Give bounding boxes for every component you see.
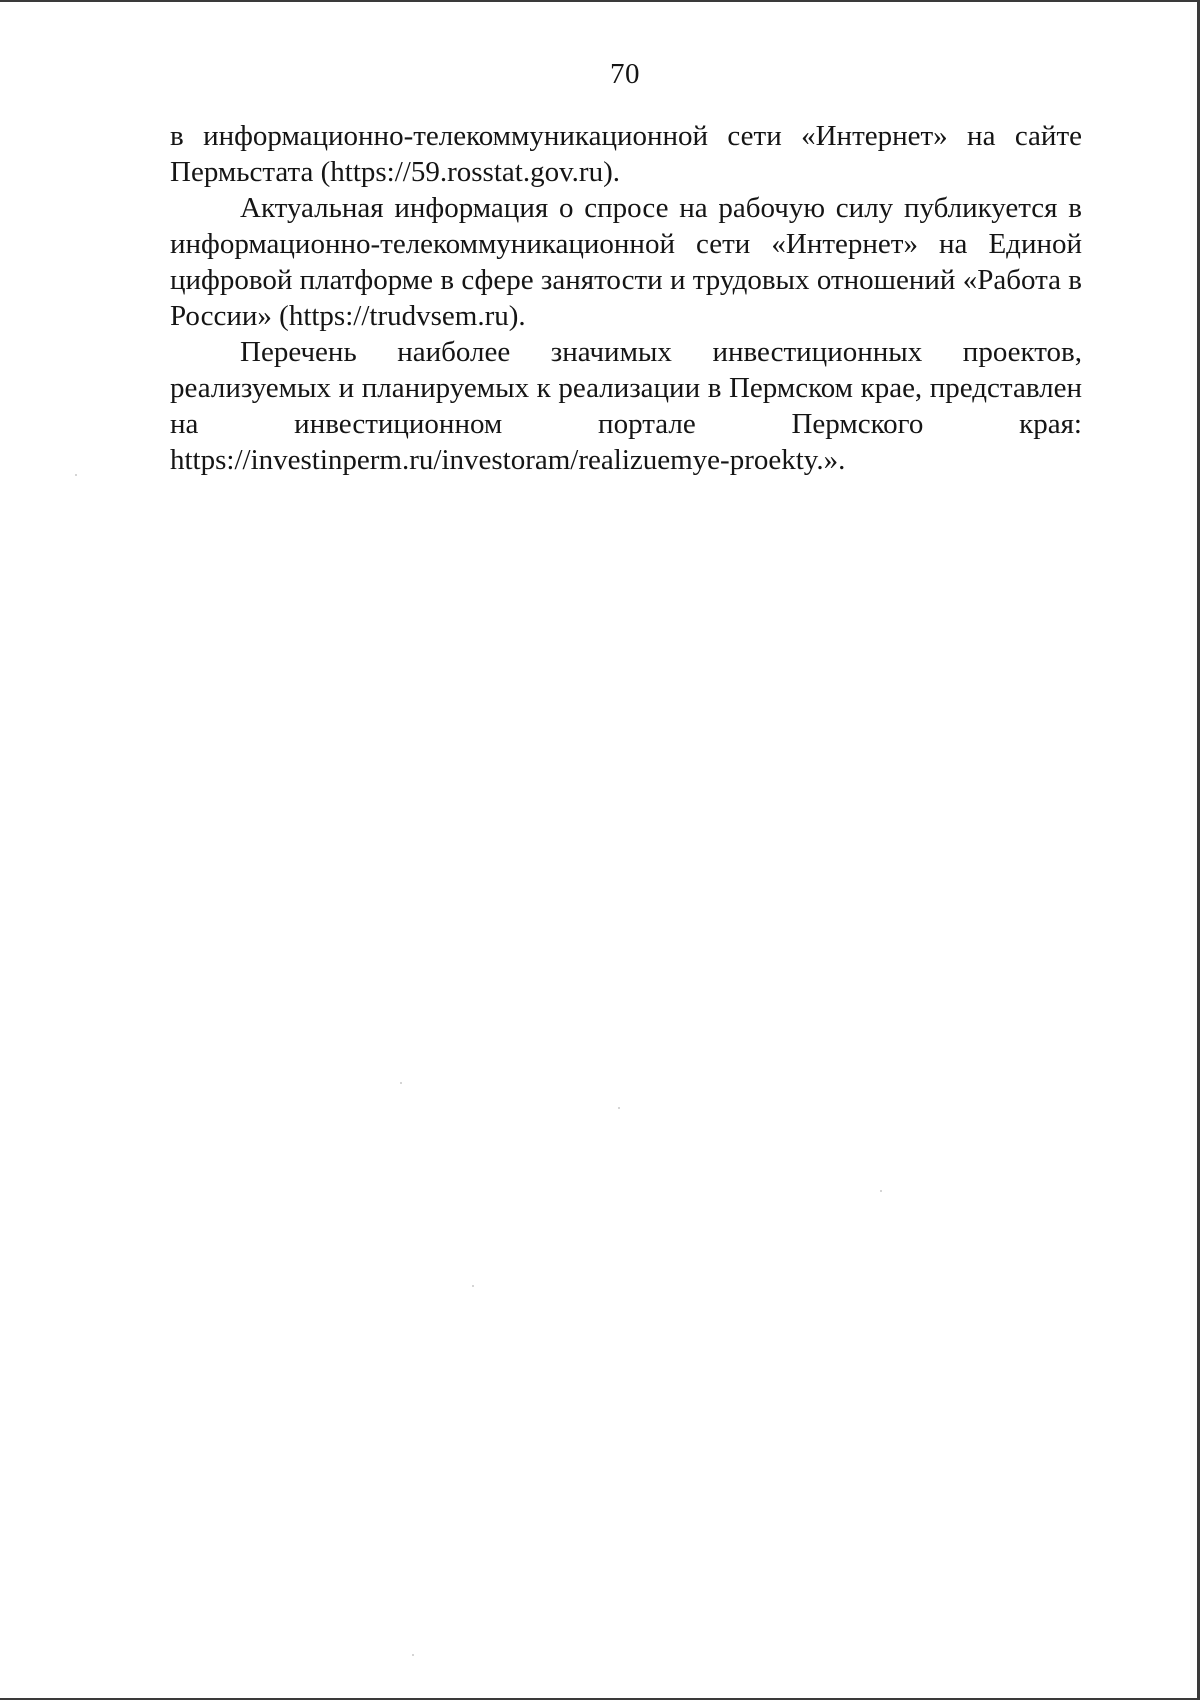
paragraph-labor-demand: Актуальная информация о спросе на рабочую силу публикуется в информационно-телекоммуникационной сети «Интернет» на Единой цифровой платформе в сфере занятости и трудовых отношений «Работа в России» (https://trudvsem.ru). [170, 192, 1082, 332]
paragraph-rosstat-continuation: в информационно-телекоммуникационной сети «Интернет» на сайте Пермьстата (https://59.rosstat.gov.ru). [170, 120, 1082, 188]
page-number: 70 [610, 58, 640, 90]
scan-speck [400, 1082, 402, 1084]
paragraph-investment-projects: Перечень наиболее значимых инвестиционных проектов, реализуемых и планируемых к реализации в Пермском крае, представлен на инвестиционном портале Пермского края: https://investinperm.ru/investoram/realizuemye-proekty.». [170, 336, 1082, 476]
scan-speck [75, 474, 77, 476]
document-body [170, 118, 1082, 478]
scan-speck [880, 1190, 882, 1192]
scan-speck [618, 1107, 620, 1109]
scan-speck [412, 1654, 414, 1656]
scan-speck [472, 1285, 474, 1287]
